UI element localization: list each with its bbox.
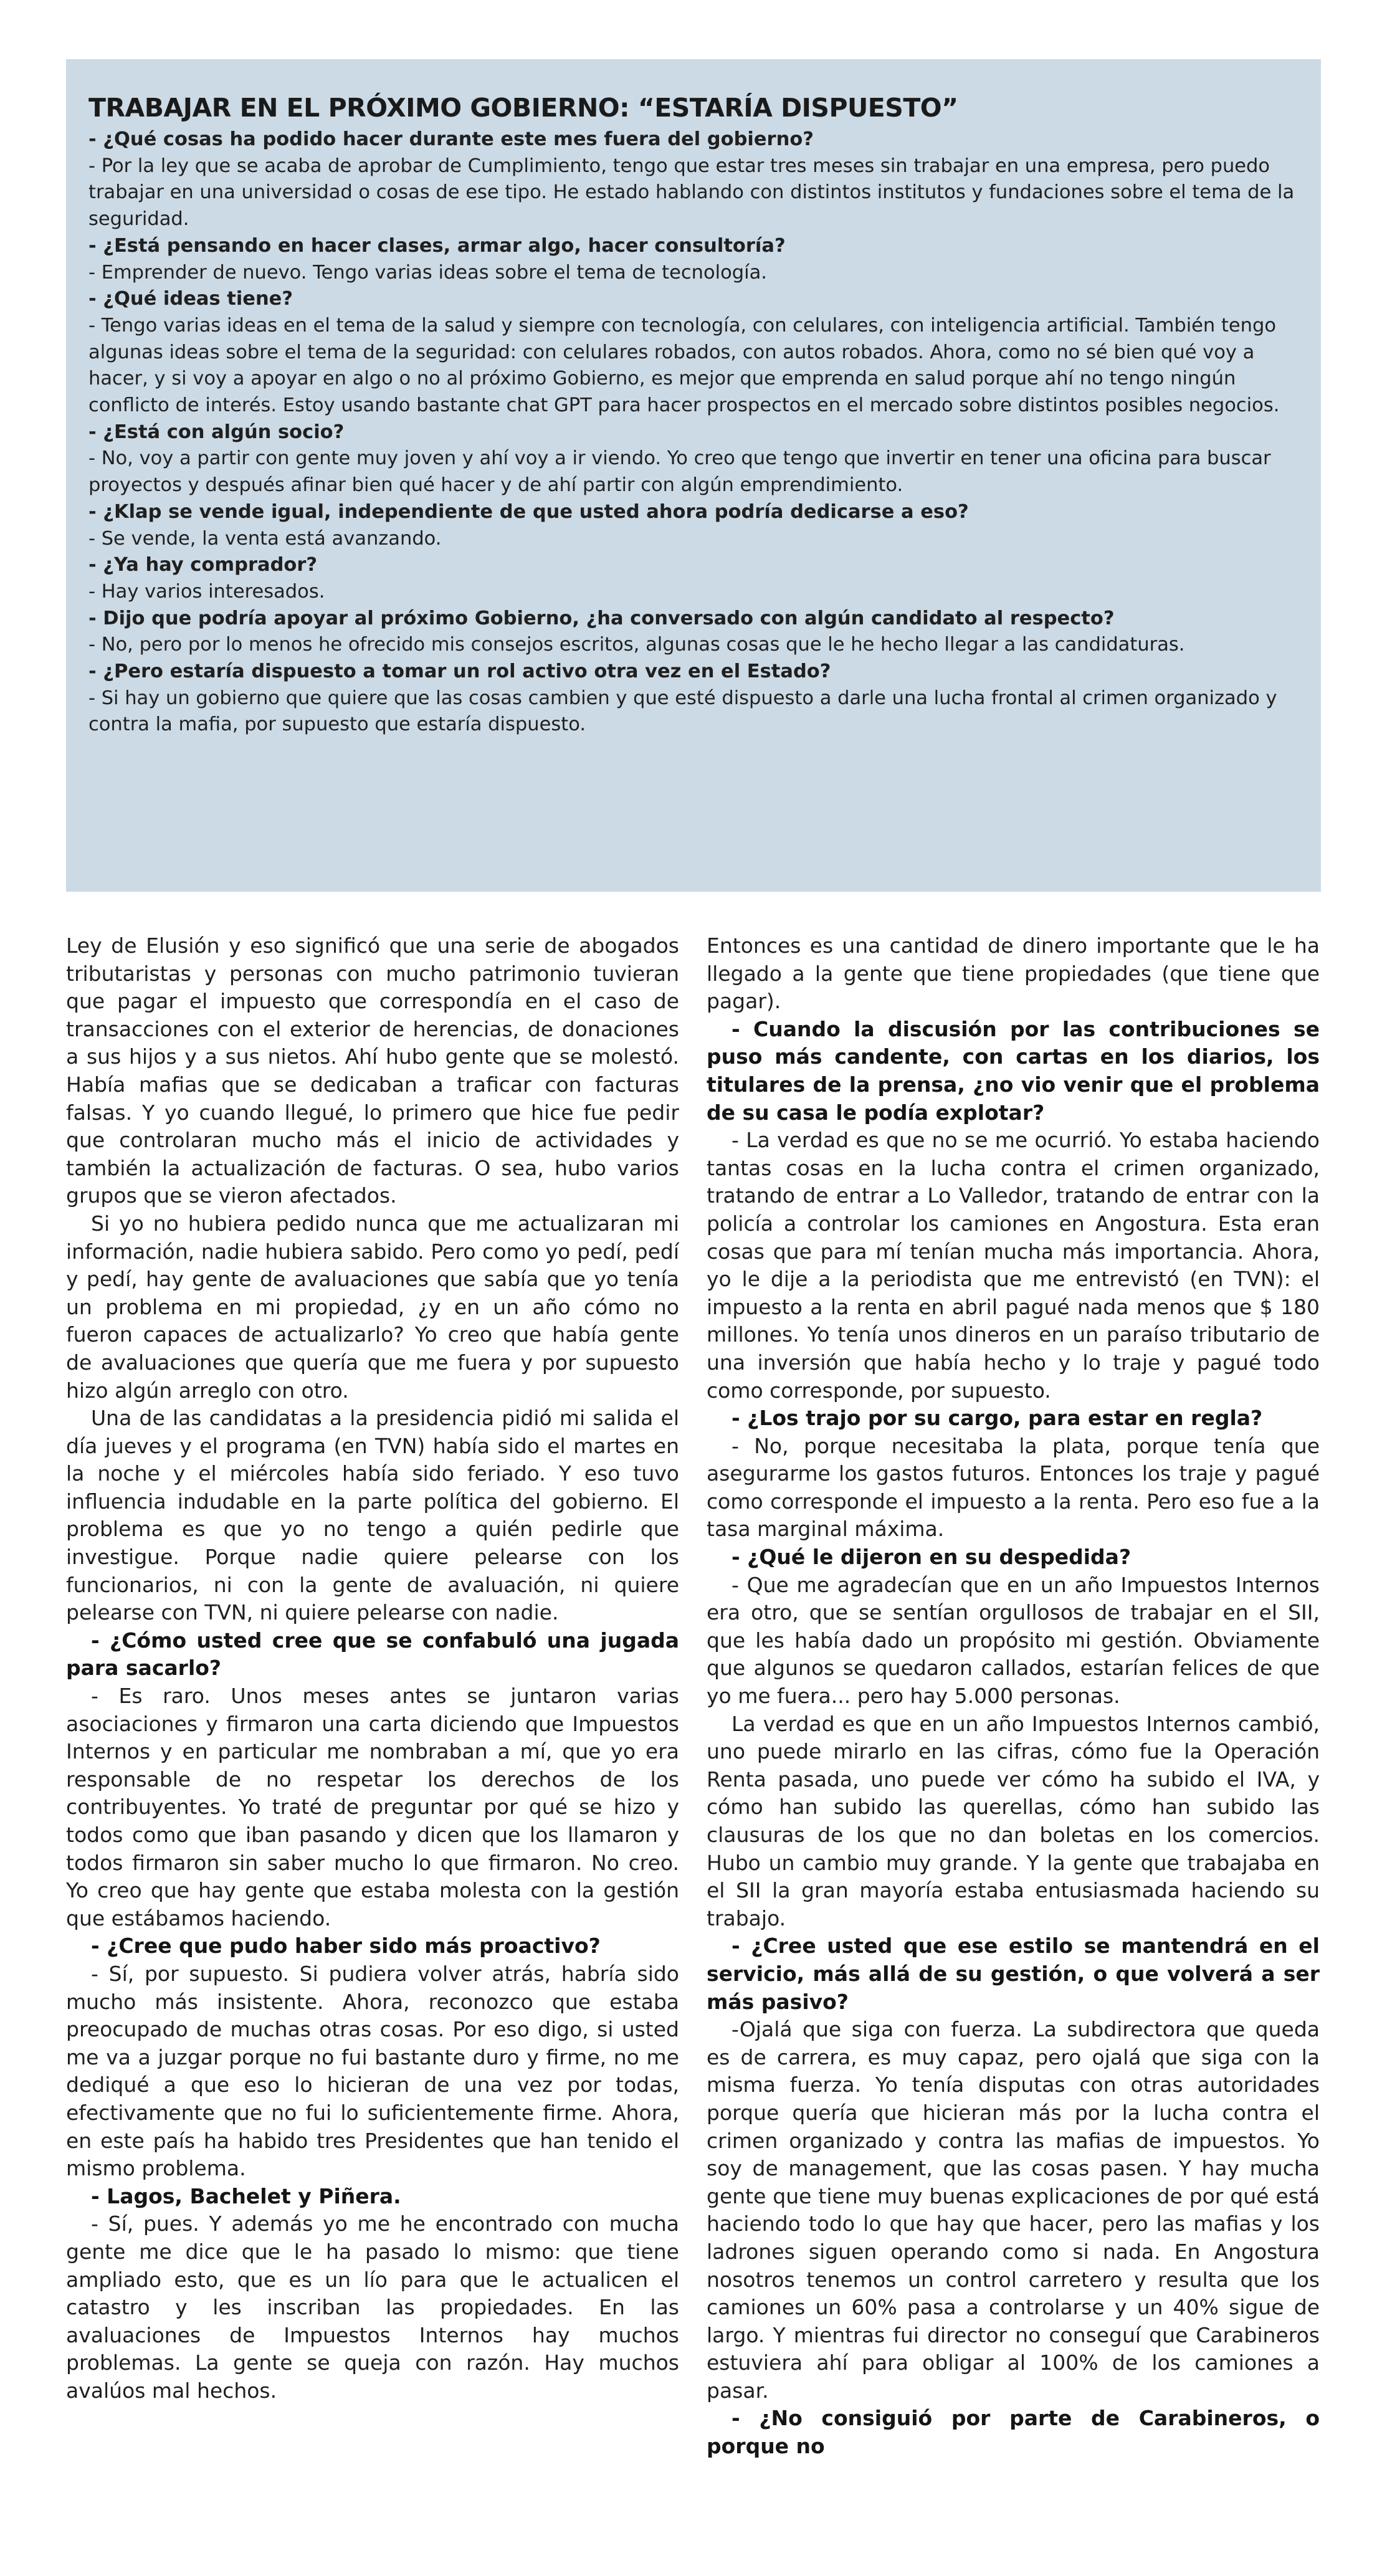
sidebar-question: - Dijo que podría apoyar al próximo Gobierno, ¿ha conversado con algún candidato al respecto? [88,607,1115,629]
sidebar-answer: - Si hay un gobierno que quiere que las cosas cambien y que esté dispuesto a darle una lucha frontal al crimen organizado y contra la mafia, por supuesto que estaría dispuesto. [88,687,1277,736]
sidebar-answer: - No, pero por lo menos he ofrecido mis consejos escritos, algunas cosas que le he hecho llegar a las candidaturas. [88,634,1185,656]
sidebar-question: - ¿Está pensando en hacer clases, armar algo, hacer consultoría? [88,234,786,257]
interview-question: - ¿Cómo usted cree que se confabuló una jugada para sacarlo? [66,1628,679,1681]
article-paragraph: La verdad es que en un año Impuestos Internos cambió, uno puede mirarlo en las cifras, cómo fue la Operación Renta pasada, uno puede ver cómo ha subido el IVA, y cómo han subido las querellas, cómo han subido las clausuras de los que no dan boletas en los comercios. Hubo un cambio muy grande. Y la gente que trabajaba en el SII la gran mayoría estaba entusiasmada haciendo su trabajo. [707,1711,1320,1930]
sidebar-question: - ¿Ya hay comprador? [88,554,318,576]
interview-question: - ¿No consiguió por parte de Carabineros, o porque no [707,2406,1320,2459]
article-column-right [707,932,1320,2571]
interview-question: - Cuando la discusión por las contribuciones se puso más candente, con cartas en los diarios, los titulares de la prensa, ¿no vio venir que el problema de su casa le podía explotar? [707,1016,1320,1125]
sidebar-qa-list [88,126,1298,738]
interview-question: - ¿Los trajo por su cargo, para estar en regla? [731,1406,1263,1431]
sidebar-question: - ¿Está con algún socio? [88,421,345,443]
sidebar-title: TRABAJAR EN EL PRÓXIMO GOBIERNO: “ESTARÍA DISPUESTO” [88,93,958,123]
sidebar-answer: - Tengo varias ideas en el tema de la salud y siempre con tecnología, con celulares, con inteligencia artificial. También tengo algunas ideas sobre el tema de la seguridad: con celulares robados, con autos robados. Ahora, como no sé bien qué voy a hacer, y si voy a apoyar en algo o no al próximo Gobierno, es mejor que emprenda en salud porque ahí no tengo ningún conflicto de interés. Estoy usando bastante chat GPT para hacer prospectos en el mercado sobre distintos posibles negocios. [88,314,1280,417]
interview-question: - ¿Cree que pudo haber sido más proactivo? [91,1934,601,1958]
article-paragraph: Ley de Elusión y eso significó que una serie de abogados tributaristas y personas con mucho patrimonio tuvieran que pagar el impuesto que correspondía en el caso de transacciones con el exterior de herencias, de donaciones a sus hijos y a sus nietos. Ahí hubo gente que se molestó. Había mafias que se dedicaban a traficar con facturas falsas. Y yo cuando llegué, lo primero que hice fue pedir que controlaran mucho más el inicio de actividades y también la actualización de facturas. O sea, hubo varios grupos que se vieron afectados. [66,933,679,1208]
article-paragraph: - Sí, pues. Y además yo me he encontrado con mucha gente me dice que le ha pasado lo mismo: que tiene ampliado esto, que es un lío para que le actualicen el catastro y les inscriban las propiedades. En las avaluaciones de Impuestos Internos hay muchos problemas. La gente se queja con razón. Hay muchos avalúos mal hechos. [66,2211,679,2403]
interview-question: - ¿Cree usted que ese estilo se mantendrá en el servicio, más allá de su gestión, o que volverá a ser más pasivo? [707,1934,1320,2014]
article-paragraph: -Ojalá que siga con fuerza. La subdirectora que queda es de carrera, es muy capaz, pero ojalá que siga con la misma fuerza. Yo tenía disputas con otras autoridades porque quería que hicieran más por la lucha contra el crimen organizado y contra las mafias de impuestos. Yo soy de management, que las cosas pasen. Y hay mucha gente que tiene muy buenas explicaciones de por qué está haciendo todo lo que hay que hacer, pero las mafias y los ladrones siguen operando como si nada. En Angostura nosotros tenemos un control carretero y resulta que los camiones un 60% pasa a controlarse y un 40% sigue de largo. Y mientras fui director no conseguí que Carabineros estuviera ahí para obligar al 100% de los camiones a pasar. [707,2017,1320,2403]
sidebar-question: - ¿Qué ideas tiene? [88,288,293,310]
article-paragraph: - Sí, por supuesto. Si pudiera volver atrás, habría sido mucho más insistente. Ahora, reconozco que estaba preocupado de muchas otras cosas. Por eso digo, si usted me va a juzgar porque no fui bastante duro y firme, no me dediqué a que eso lo hicieran de una vez por todas, efectivamente que no fui lo suficientemente firme. Ahora, en este país ha habido tres Presidentes que han tenido el mismo problema. [66,1961,679,2181]
interview-question: - ¿Qué le dijeron en su despedida? [731,1545,1132,1570]
sidebar-answer: - No, voy a partir con gente muy joven y ahí voy a ir viendo. Yo creo que tengo que invertir en tener una oficina para buscar proyectos y después afinar bien qué hacer y de ahí partir con algún emprendimiento. [88,447,1271,497]
sidebar-question: - ¿Pero estaría dispuesto a tomar un rol activo otra vez en el Estado? [88,661,831,683]
article-paragraph: - Que me agradecían que en un año Impuestos Internos era otro, que se sentían orgullosos de trabajar en el SII, que les había dado un propósito mi gestión. Obviamente que algunos se quedaron callados, estarían felices de que yo me fuera... pero hay 5.000 personas. [707,1572,1320,1709]
sidebar-answer: - Se vende, la venta está avanzando. [88,527,442,550]
article-paragraph: Entonces es una cantidad de dinero importante que le ha llegado a la gente que tiene propiedades (que tiene que pagar). [707,933,1320,1014]
sidebar-answer: - Por la ley que se acaba de aprobar de Cumplimiento, tengo que estar tres meses sin trabajar en una empresa, pero puedo trabajar en una universidad o cosas de ese tipo. He estado hablando con distintos institutos y fundaciones sobre el tema de la seguridad. [88,155,1295,231]
sidebar-question: - ¿Klap se vende igual, independiente de que usted ahora podría dedicarse a eso? [88,500,969,523]
article-body [66,932,1321,2571]
article-column-left [66,932,679,2571]
article-paragraph: - No, porque necesitaba la plata, porque tenía que asegurarme los gastos futuros. Entonces los traje y pagué como corresponde el impuesto a la renta. Pero eso fue a la tasa marginal máxima. [707,1433,1320,1542]
sidebar-answer: - Emprender de nuevo. Tengo varias ideas sobre el tema de tecnología. [88,261,767,284]
article-paragraph: Una de las candidatas a la presidencia pidió mi salida el día jueves y el programa (en TVN) había sido el martes en la noche y el miércoles había sido feriado. Y eso tuvo influencia indudable en la parte política del gobierno. El problema es que yo no tengo a quién pedirle que investigue. Porque nadie quiere pelearse con los funcionarios, ni con la gente de avaluación, ni quiere pelearse con TVN, ni quiere pelearse con nadie. [66,1406,679,1625]
sidebar-question: - ¿Qué cosas ha podido hacer durante este mes fuera del gobierno? [88,128,814,150]
article-paragraph: Si yo no hubiera pedido nunca que me actualizaran mi información, nadie hubiera sabido. Pero como yo pedí, pedí y pedí, hay gente de avaluaciones que sabía que yo tenía un problema en mi propiedad, ¿y en un año cómo no fueron capaces de actualizarlo? Yo creo que había gente de avaluaciones que quería que me fuera y por supuesto hizo algún arreglo con otro. [66,1211,679,1403]
sidebar-answer: - Hay varios interesados. [88,580,325,603]
interview-sidebar-box [66,59,1321,892]
interview-question: - Lagos, Bachelet y Piñera. [91,2183,401,2208]
article-paragraph: - La verdad es que no se me ocurrió. Yo estaba haciendo tantas cosas en la lucha contra el crimen organizado, tratando de entrar a Lo Valledor, tratando de entrar con la policía a controlar los camiones en Angostura. Esta eran cosas que para mí tenían mucha más importancia. Ahora, yo le dije a la periodista que me entrevistó (en TVN): el impuesto a la renta en abril pagué nada menos que $ 180 millones. Yo tenía unos dineros en un paraíso tributario de una inversión que había hecho y lo traje y pagué todo como corresponde, por supuesto. [707,1128,1320,1403]
article-paragraph: - Es raro. Unos meses antes se juntaron varias asociaciones y firmaron una carta diciendo que Impuestos Internos y en particular me nombraban a mí, que yo era responsable de no respetar los derechos de los contribuyentes. Yo traté de preguntar por qué se hizo y todos como que iban pasando y dicen que los llamaron y todos firmaron sin saber mucho lo que firmaron. No creo. Yo creo que hay gente que estaba molesta con la gestión que estábamos haciendo. [66,1684,679,1930]
